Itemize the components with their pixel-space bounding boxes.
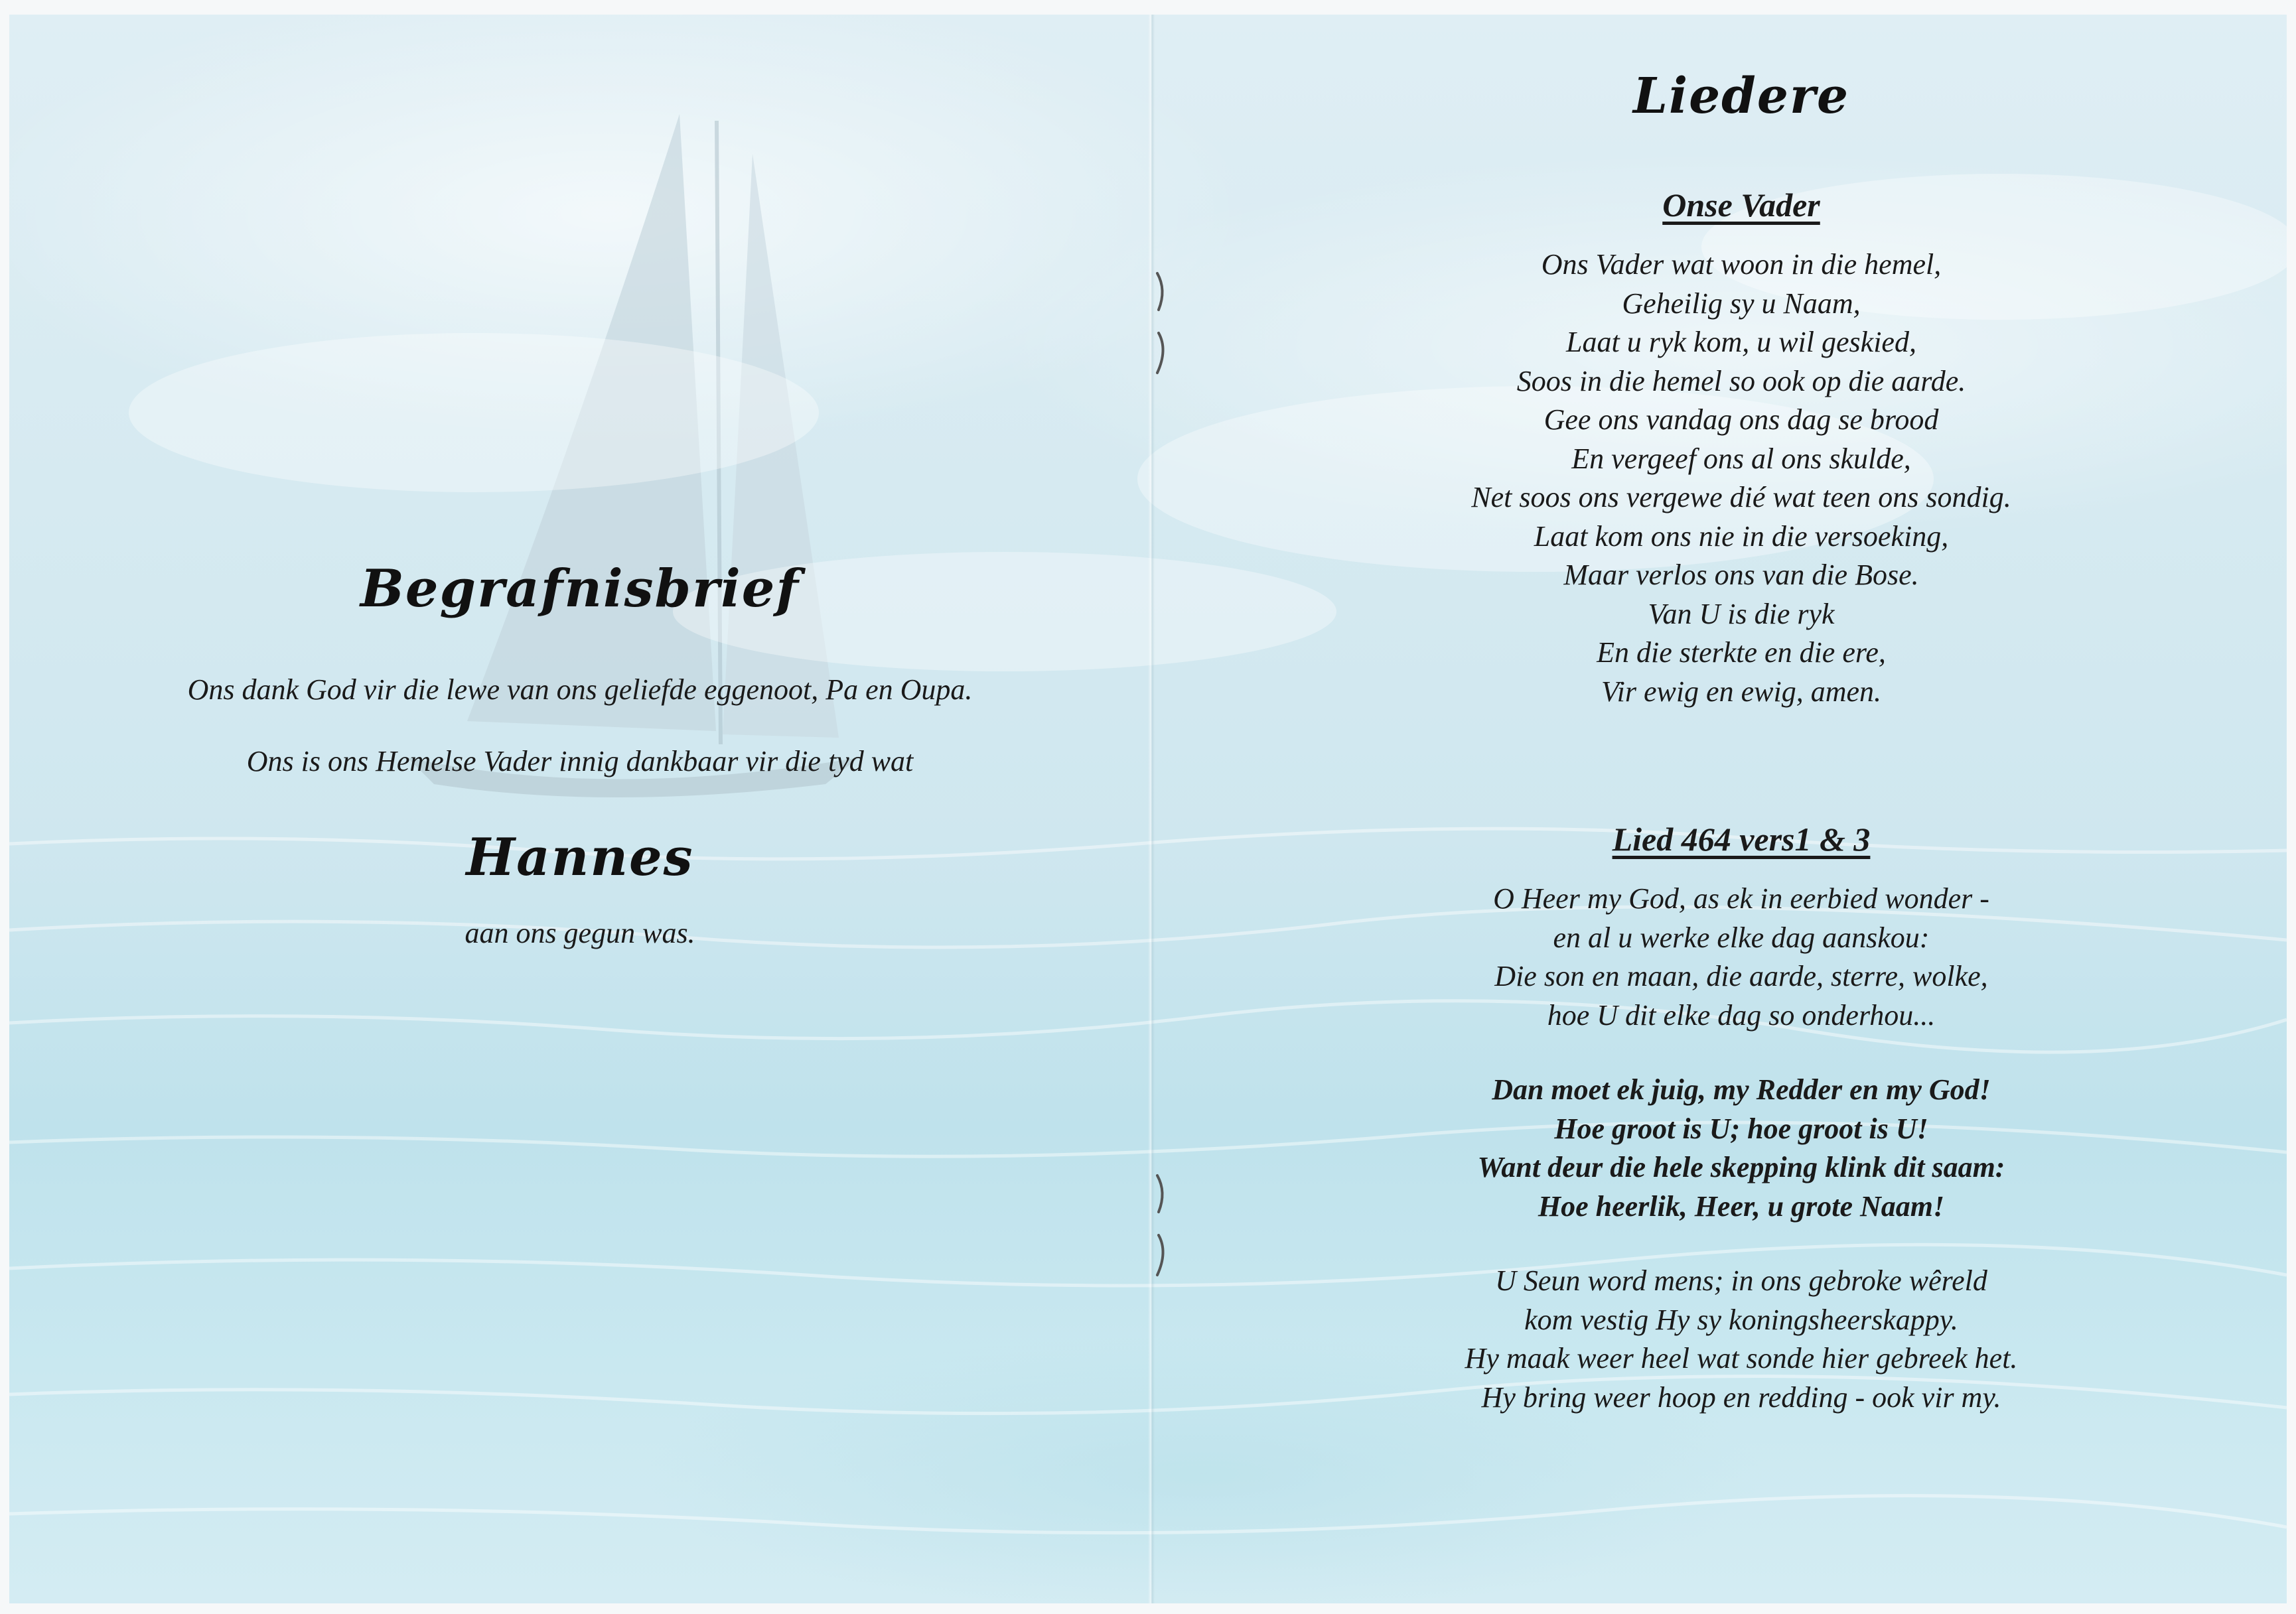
center-fold: [1148, 15, 1155, 1603]
song-title: Lied 464 vers1 & 3: [1612, 821, 1871, 858]
gratitude-text: Ons is ons Hemelse Vader innig dankbaar vir die tyd wat: [246, 745, 914, 777]
song-verse: [1310, 245, 2173, 711]
dedication-text: Ons dank God vir die lewe van ons geliefde eggenoot, Pa en Oupa.: [187, 673, 973, 706]
verse-line: Gee ons vandag ons dag se brood: [1543, 403, 1939, 436]
verse-line: Net soos ons vergewe dié wat teen ons sondig.: [1471, 481, 2011, 513]
verse-line: Geheilig sy u Naam,: [1622, 287, 1861, 320]
verse-line: Hy bring weer hoop en redding - ook vir my.: [1481, 1380, 2001, 1414]
deceased-name: Hannes: [466, 827, 694, 888]
song-verse: [1310, 1262, 2173, 1417]
verse-line: Ons Vader wat woon in die hemel,: [1541, 248, 1942, 281]
chorus-line: Dan moet ek juig, my Redder en my God!: [1492, 1073, 1991, 1106]
verse-line: Van U is die ryk: [1648, 597, 1835, 630]
verse-line: U Seun word mens; in ons gebroke wêreld: [1495, 1264, 1987, 1297]
page-title: Begrafnisbrief: [360, 559, 800, 619]
verse-line: Laat kom ons nie in die versoeking,: [1534, 519, 1949, 553]
left-page: [109, 532, 1051, 953]
verse-line: Die son en maan, die aarde, sterre, wolke,: [1494, 960, 1988, 992]
verse-line: Vir ewig en ewig, amen.: [1601, 675, 1881, 708]
chorus-line: Hoe heerlik, Heer, u grote Naam!: [1538, 1189, 1945, 1223]
verse-line: Laat u ryk kom, u wil geskied,: [1566, 326, 1916, 358]
verse-line: Hy maak weer heel wat sonde hier gebreek het.: [1465, 1342, 2018, 1375]
songs-heading: Liedere: [1632, 68, 1850, 125]
verse-line: en al u werke elke dag aanskou:: [1553, 921, 1930, 954]
funeral-program-sheet: [9, 15, 2287, 1603]
staple-icon: [1152, 270, 1172, 376]
right-page: [1310, 68, 2173, 1417]
song-chorus: [1310, 1071, 2173, 1226]
verse-line: En vergeef ons al ons skulde,: [1571, 442, 1911, 475]
staple-icon: [1152, 1172, 1172, 1278]
song-verse: [1310, 880, 2173, 1035]
verse-line: Soos in die hemel so ook op die aarde.: [1516, 364, 1966, 397]
verse-line: O Heer my God, as ek in eerbied wonder -: [1493, 882, 1989, 915]
closing-text: aan ons gegun was.: [465, 917, 695, 949]
verse-line: kom vestig Hy sy koningsheerskappy.: [1524, 1303, 1958, 1336]
song-title: Onse Vader: [1662, 186, 1820, 224]
verse-line: Maar verlos ons van die Bose.: [1563, 559, 1919, 591]
chorus-line: Hoe groot is U; hoe groot is U!: [1554, 1112, 1928, 1145]
verse-line: En die sterkte en die ere,: [1597, 636, 1886, 669]
verse-line: hoe U dit elke dag so onderhou...: [1547, 998, 1936, 1032]
chorus-line: Want deur die hele skepping klink dit saam:: [1477, 1151, 2005, 1183]
